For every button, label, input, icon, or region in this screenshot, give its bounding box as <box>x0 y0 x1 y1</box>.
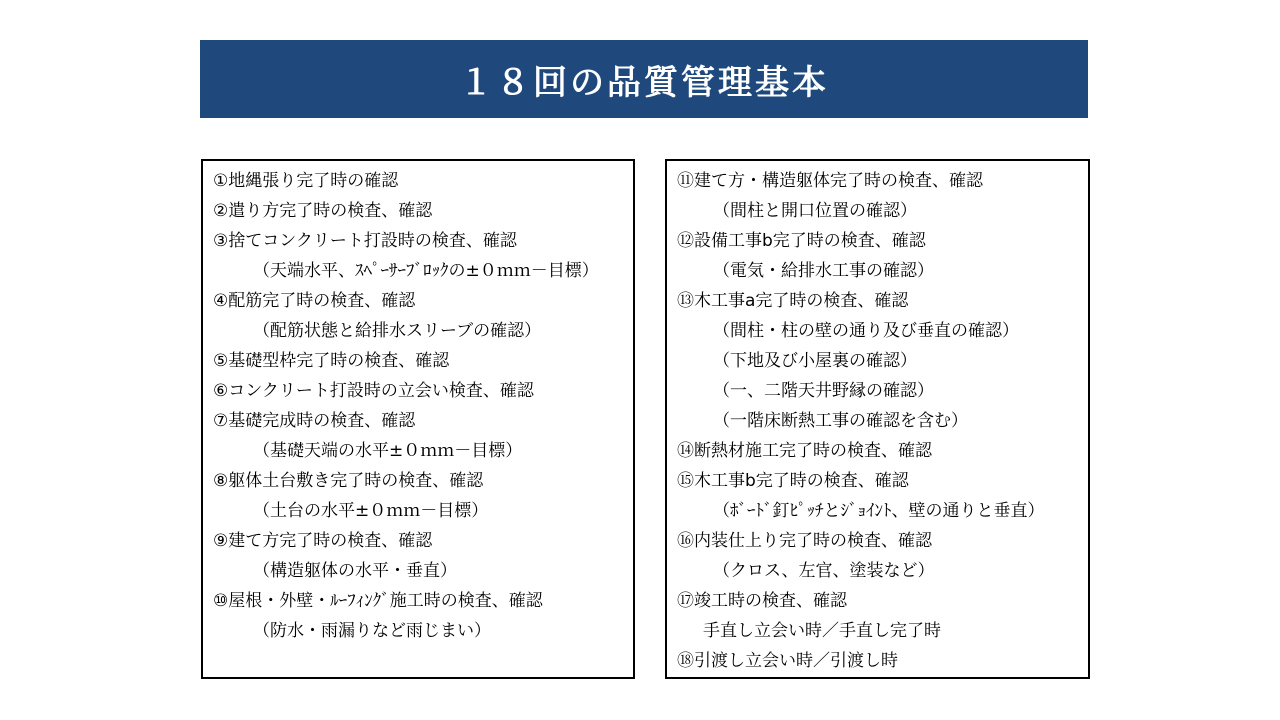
title-banner <box>200 40 1088 118</box>
checklist-item: ④配筋完了時の検査、確認 <box>213 291 416 311</box>
checklist-subnote: （間柱・柱の壁の通り及び垂直の確認） <box>713 321 1019 341</box>
checklist-subnote: （クロス、左官、塗装など） <box>713 561 935 581</box>
checklist-subnote: （電気・給排水工事の確認） <box>713 261 934 281</box>
checklist-item: ⑮木工事b完了時の検査、確認 <box>677 471 909 491</box>
left-checklist <box>203 161 633 646</box>
checklist-item: ⑯内装仕上り完了時の検査、確認 <box>677 531 932 551</box>
page-title: １８回の品質管理基本 <box>459 62 829 103</box>
checklist-item: ②遣り方完了時の検査、確認 <box>213 201 433 221</box>
checklist-subnote: （天端水平、ｽﾍﾟｰｻｰﾌﾞﾛｯｸの±０ｍｍ－目標） <box>253 261 599 281</box>
checklist-item: ⑤基礎型枠完了時の検査、確認 <box>213 351 450 371</box>
checklist-subnote: （一階床断熱工事の確認を含む） <box>713 411 968 431</box>
checklist-subnote: （間柱と開口位置の確認） <box>713 201 917 221</box>
right-checklist-box <box>665 159 1090 679</box>
checklist-subnote: （ﾎﾞｰﾄﾞ釘ﾋﾟｯﾁとｼﾞｮｲﾝﾄ、壁の通りと垂直） <box>713 501 1045 521</box>
checklist-item: ⑬木工事a完了時の検査、確認 <box>677 291 909 311</box>
checklist-subnote: （下地及び小屋裏の確認） <box>713 351 917 371</box>
checklist-subnote: （配筋状態と給排水スリーブの確認） <box>253 321 542 341</box>
checklist-item: ⑩屋根・外壁・ﾙｰﾌｨﾝｸﾞ施工時の検査、確認 <box>213 591 543 611</box>
checklist-item: ⑪建て方・構造躯体完了時の検査、確認 <box>677 171 983 191</box>
checklist-subnote: （防水・雨漏りなど雨じまい） <box>253 621 491 641</box>
checklist-item: ①地縄張り完了時の確認 <box>213 171 399 191</box>
checklist-item: ⑦基礎完成時の検査、確認 <box>213 411 416 431</box>
left-checklist-box <box>201 159 635 679</box>
checklist-subnote: （一、二階天井野縁の確認） <box>713 381 934 401</box>
checklist-item: ③捨てコンクリート打設時の検査、確認 <box>213 231 517 251</box>
checklist-item: ⑰竣工時の検査、確認 <box>677 591 847 611</box>
checklist-item: ⑭断熱材施工完了時の検査、確認 <box>677 441 932 461</box>
checklist-subnote: （土台の水平±０ｍｍ－目標） <box>253 501 489 521</box>
checklist-item: ⑫設備工事b完了時の検査、確認 <box>677 231 926 251</box>
checklist-item: ⑥コンクリート打設時の立会い検査、確認 <box>213 381 534 401</box>
checklist-subnote: （基礎天端の水平±０ｍｍ－目標） <box>253 441 523 461</box>
checklist-subnote: 手直し立会い時／手直し完了時 <box>703 621 941 641</box>
checklist-item: ⑧躯体土台敷き完了時の検査、確認 <box>213 471 484 491</box>
checklist-subnote: （構造躯体の水平・垂直） <box>253 561 457 581</box>
right-checklist <box>667 161 1088 676</box>
checklist-item: ⑱引渡し立会い時／引渡し時 <box>677 651 898 671</box>
checklist-item: ⑨建て方完了時の検査、確認 <box>213 531 433 551</box>
